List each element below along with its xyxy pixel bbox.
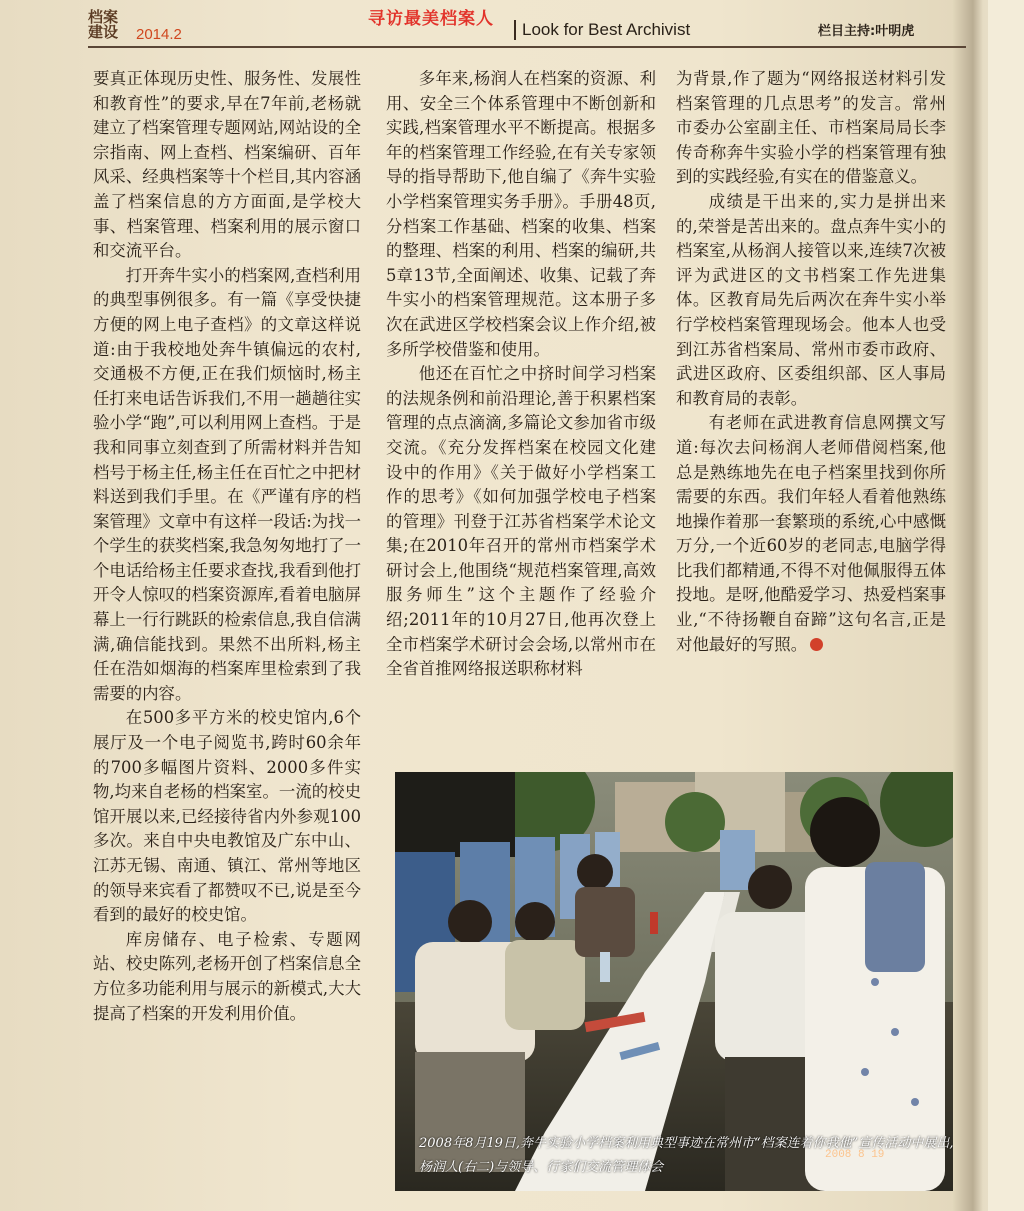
end-mark-icon bbox=[810, 638, 823, 651]
paragraph: 要真正体现历史性、服务性、发展性和教育性”的要求,早在7年前,老杨就建立了档案管理专题网站,网站设的全宗指南、网上查档、档案编研、百年风采、经典档案等十个栏目,其内容涵盖了档案信息的方方面面,是学校大事、档案管理、档案利用的展示窗口和交流平台。 bbox=[93, 69, 361, 261]
text-column-3 bbox=[676, 67, 946, 657]
column-title-english: Look for Best Archivist bbox=[522, 20, 691, 39]
photo-scene bbox=[395, 772, 953, 1191]
text-column-2 bbox=[386, 67, 656, 682]
issue-number: 2014.2 bbox=[136, 26, 182, 43]
paragraph: 在500多平方米的校史馆内,6个展厅及一个电子阅览书,跨时60余年的700多幅图片资料、2000多件实物,均来自老杨的档案室。一流的校史馆开展以来,已经接待省内外参观100多次。来自中央电教馆及广东中山、江苏无锡、南通、镇江、常州等地区的领导来宾看了都赞叹不已,说是至今看到的最好的校史馆。 bbox=[93, 708, 361, 925]
event-photo bbox=[395, 772, 953, 1191]
column-title-chinese: 寻访最美档案人 bbox=[368, 9, 494, 29]
paragraph: 他还在百忙之中挤时间学习档案的法规条例和前沿理论,善于积累档案管理的点点滴滴,多篇论文参加省市级交流。《充分发挥档案在校园文化建设中的作用》《关于做好小学档案工作的思考》《如何加强学校电子档案的管理》刊登于江苏省档案学术论文集;在2010年召开的常州市档案学术研讨会上,他围绕“规范档案管理,高效服务师生”这个主题作了经验介绍;2011年的10月27日,他再次登上全市档案学术研讨会会场,以常州市在全省首推网络报送职称材料 bbox=[386, 364, 656, 679]
paragraph: 打开奔牛实小的档案网,查档利用的典型事例很多。有一篇《享受快捷方便的网上电子查档》的文章这样说道:由于我校地处奔牛镇偏远的农村,交通极不方便,正在我们烦恼时,杨主任打来电话告诉我们,不用一趟趟往实验小学“跑”,可以利用网上查档。于是我和同事立刻查到了所需材料并告知档号于杨主任,杨主任在百忙之中把材料送到我们手里。在《严谨有序的档案管理》文章中有这样一段话:为找一个学生的获奖档案,我急匆匆地打了一个电话给杨主任要求查找,我看到他打开令人惊叹的档案资源库,看着电脑屏幕上一行行跳跃的检索信息,我自信满满,确信能找到。果然不出所料,杨主任在浩如烟海的档案库里检索到了我需要的内容。 bbox=[93, 265, 361, 703]
text-column-1 bbox=[93, 67, 361, 1026]
header-divider bbox=[514, 20, 516, 40]
photo-caption: 2008年8月19日,奔牛实验小学档案利用典型事迹在常州市“档案连着你我他”宣传活动中展出,杨润人(右二)与领导、行家们交流管理体会 bbox=[419, 1136, 953, 1175]
paragraph-text: 有老师在武进教育信息网撰文写道:每次去问杨润人老师借阅档案,他总是熟练地先在电子档案里找到你所需要的东西。我们年轻人看着他熟练地操作着那一套繁琐的系统,心中感慨万分,一个近60岁的老同志,电脑学得比我们都精通,不得不对他佩服得五体投地。是呀,他酷爱学习、热爱档案事业,“不待扬鞭自奋蹄”这句名言,正是对他最好的写照。 bbox=[676, 413, 946, 654]
paragraph: 多年来,杨润人在档案的资源、利用、安全三个体系管理中不断创新和实践,档案管理水平不断提高。根据多年的档案管理工作经验,在有关专家领导的指导帮助下,他自编了《奔牛实验小学档案管理实务手册》。手册48页,分档案工作基础、档案的收集、档案的整理、档案的利用、档案的编研,共5章13节,全面阐述、收集、记载了奔牛实小的档案管理规范。这本册子多次在武进区学校档案会议上作介绍,被多所学校借鉴和使用。 bbox=[386, 69, 656, 359]
photo-date-stamp: 2008 8 19 bbox=[825, 1149, 885, 1161]
paragraph: 为背景,作了题为“网络报送材料引发档案管理的几点思考”的发言。常州市委办公室副主任、市档案局局长李传奇称奔牛实验小学的档案管理有独到的实践经验,有实在的借鉴意义。 bbox=[676, 69, 946, 187]
paragraph bbox=[676, 411, 946, 657]
paragraph: 库房储存、电子检索、专题网站、校史陈列,老杨开创了档案信息全方位多功能利用与展示的新模式,大大提高了档案的开发利用价值。 bbox=[93, 929, 361, 1023]
page-header bbox=[0, 0, 975, 50]
header-rule bbox=[88, 46, 966, 48]
column-host: 栏目主持:叶明虎 bbox=[818, 24, 915, 39]
adjacent-page-edge bbox=[988, 0, 1024, 1211]
magazine-logo: 档案 建设 bbox=[88, 8, 119, 41]
paragraph: 成绩是干出来的,实力是拼出来的,荣誉是苦出来的。盘点奔牛实小的档案室,从杨润人接管以来,连续7次被评为武进区的文书档案工作先进集体。区教育局先后两次在奔牛实小举行学校档案管理现场会。他本人也受到江苏省档案局、常州市委市政府、武进区政府、区委组织部、区人事局和教育局的表彰。 bbox=[676, 191, 946, 408]
